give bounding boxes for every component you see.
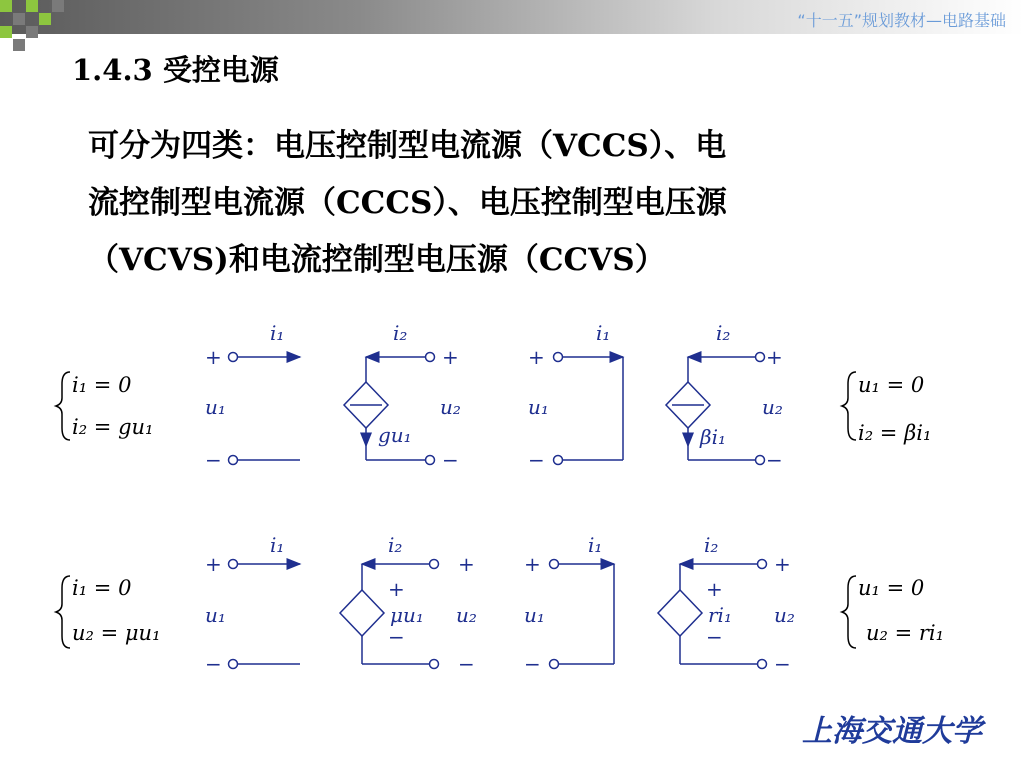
paragraph-line: 可分为四类：电压控制型电流源（VCCS）、电 [88,128,727,164]
paragraph-line: （VCVS)和电流控制型电压源（CCVS） [88,242,666,278]
voltage-label: u₂ [774,603,795,627]
minus-sign: − [706,625,723,649]
plus-sign: + [706,577,723,601]
current-label: i₁ [270,321,285,345]
minus-sign: − [388,625,405,649]
plus-sign: + [528,345,545,369]
minus-sign: − [774,652,791,676]
minus-sign: − [528,448,545,472]
section-title: 1.4.3 受控电源 [72,53,279,87]
equation-line: u₂ = μu₁ [72,621,161,645]
equation-ccvs [842,576,944,648]
current-label: i₂ [716,321,731,345]
header-title: “十一五”规划教材—电路基础 [797,11,1006,30]
source-label: ri₁ [708,603,732,627]
voltage-label: u₁ [205,395,226,419]
plus-sign: + [774,552,791,576]
source-label: gu₁ [378,423,412,447]
plus-sign: + [766,345,783,369]
minus-sign: − [205,448,222,472]
plus-sign: + [388,577,405,601]
voltage-label: u₁ [205,603,226,627]
current-label: i₁ [596,321,611,345]
plus-sign: + [442,345,459,369]
paragraph-line: 流控制型电流源（CCCS）、电压控制型电压源 [88,185,727,221]
circuit-ccvs [550,560,767,669]
voltage-label: u₂ [456,603,477,627]
voltage-label: u₂ [762,395,783,419]
plus-sign: + [458,552,475,576]
current-label: i₁ [270,533,285,557]
current-label: i₁ [588,533,603,557]
equation-line: i₁ = 0 [72,576,132,600]
source-label: μu₁ [390,603,424,627]
equation-line: i₂ = gu₁ [72,415,154,439]
equation-line: i₁ = 0 [72,373,132,397]
minus-sign: − [442,448,459,472]
minus-sign: − [766,448,783,472]
university-logo: 上海交通大学 [802,714,982,749]
current-label: i₂ [393,321,408,345]
circuit-cccs [554,353,765,465]
minus-sign: − [205,652,222,676]
equation-line: i₂ = βi₁ [858,421,932,445]
minus-sign: − [524,652,541,676]
plus-sign: + [205,345,222,369]
equation-vcvs [56,576,160,648]
equation-line: u₁ = 0 [858,576,925,600]
voltage-label: u₁ [524,603,545,627]
source-label: βi₁ [700,425,726,449]
minus-sign: − [458,652,475,676]
plus-sign: + [205,552,222,576]
current-label: i₂ [704,533,719,557]
circuit-vccs [229,353,435,465]
voltage-label: u₁ [528,395,549,419]
equation-vccs [56,372,153,440]
equation-cccs [842,372,931,445]
current-label: i₂ [388,533,403,557]
equation-line: u₂ = ri₁ [866,621,945,645]
plus-sign: + [524,552,541,576]
voltage-label: u₂ [440,395,461,419]
equation-line: u₁ = 0 [858,373,925,397]
